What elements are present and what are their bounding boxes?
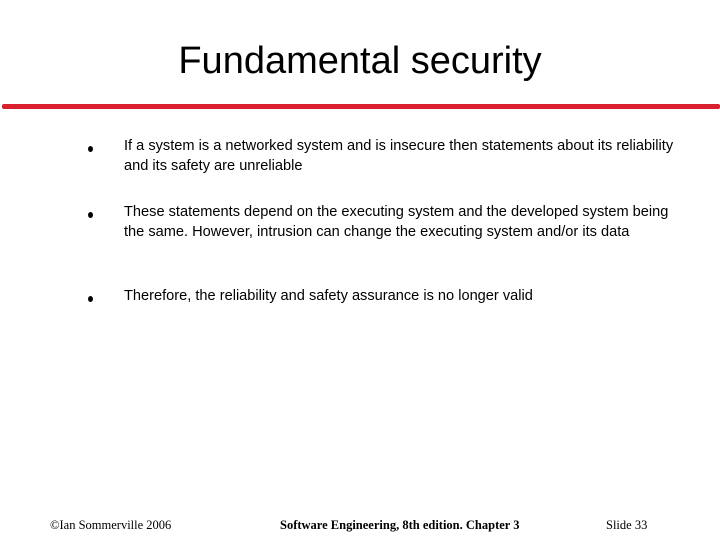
bullet-text: These statements depend on the executing system and the developed system being the same. However, intrusion can change the executing system and/or its data xyxy=(124,204,669,240)
slide-title: Fundamental security xyxy=(178,40,542,82)
footer-book-title: Software Engineering, 8th edition. Chapter 3 xyxy=(280,518,520,532)
footer-slide-number: Slide 33 xyxy=(606,518,648,532)
title-divider xyxy=(2,104,720,109)
bullet-dot-icon xyxy=(88,296,93,302)
bullet-dot-icon xyxy=(88,212,93,218)
footer-copyright: ©Ian Sommerville 2006 xyxy=(50,518,172,532)
bullet-text: Therefore, the reliability and safety assurance is no longer valid xyxy=(124,288,533,304)
bullet-text: If a system is a networked system and is insecure then statements about its reliability and its safety are unreliable xyxy=(124,138,674,174)
bullet-dot-icon xyxy=(88,146,93,152)
